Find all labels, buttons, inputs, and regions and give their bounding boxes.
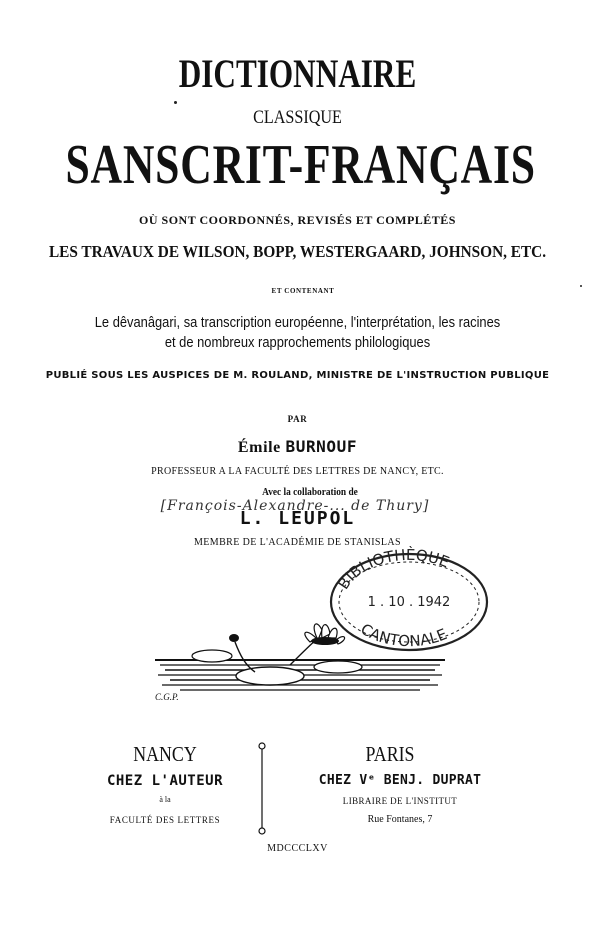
imprint-city-paris: PARIS <box>365 742 415 766</box>
imprint-libraire: LIBRAIRE DE L'INSTITUT <box>342 796 458 806</box>
author-last-name: BURNOUF <box>285 437 358 456</box>
stamp-top-text: BIBLIOTHÈQUE <box>334 545 452 593</box>
collaboration-label: Avec la collaboration de <box>262 486 358 498</box>
stamp-bottom-text: CANTONALE <box>357 619 450 651</box>
stamp-date: 1 . 10 . 1942 <box>367 595 451 610</box>
imprint-city-nancy: NANCY <box>133 742 197 766</box>
collaborator-name: L. LEUPOL <box>239 508 356 529</box>
par-label: PAR <box>287 414 308 424</box>
imprint-chez-auteur: CHEZ L'AUTEUR <box>106 773 224 789</box>
imprint-faculte: FACULTÉ DES LETTRES <box>109 815 221 825</box>
title-dictionnaire: DICTIONNAIRE <box>178 51 417 96</box>
illustrator-signature: C.G.P. <box>155 692 179 702</box>
ink-speck <box>580 285 582 287</box>
subtitle-coordonnes: OÙ SONT COORDONNÉS, REVISÉS ET COMPLÉTÉS <box>139 213 456 227</box>
imprint-a-la: à la <box>159 795 171 804</box>
author-first-name: Émile <box>237 439 281 456</box>
publie-sous-auspices: PUBLIÉ SOUS LES AUSPICES DE M. ROULAND, MINISTRE DE L'INSTRUCTION PUBLIQUE <box>45 370 550 381</box>
description-line-2: et de nombreux rapprochements philologiques <box>164 334 431 351</box>
author-name <box>0 437 595 457</box>
description-line-1: Le dêvanâgari, sa transcription européenne, l'interprétation, les racines <box>94 314 501 331</box>
imprint-address: Rue Fontanes, 7 <box>367 814 433 825</box>
et-contenant: ET CONTENANT <box>271 287 335 295</box>
author-role: PROFESSEUR A LA FACULTÉ DES LETTRES DE NANCY, ETC. <box>151 466 444 477</box>
imprint-chez-duprat: CHEZ Vᵉ BENJ. DUPRAT <box>318 773 482 788</box>
water-lily-illustration <box>150 620 450 710</box>
subtitle-travaux: LES TRAVAUX DE WILSON, BOPP, WESTERGAARD, JOHNSON, ETC. <box>48 242 547 261</box>
handwritten-annotation: [François-Alexandre-... de Thury] <box>160 498 430 514</box>
title-classique: CLASSIQUE <box>253 107 342 128</box>
publication-date: MDCCCLXV <box>267 843 328 854</box>
collaborator-role: MEMBRE DE L'ACADÉMIE DE STANISLAS <box>194 537 401 548</box>
title-sanscrit-francais: SANSCRIT-FRANÇAIS <box>65 134 536 196</box>
ink-dot <box>174 101 177 104</box>
imprint-divider <box>256 738 268 838</box>
